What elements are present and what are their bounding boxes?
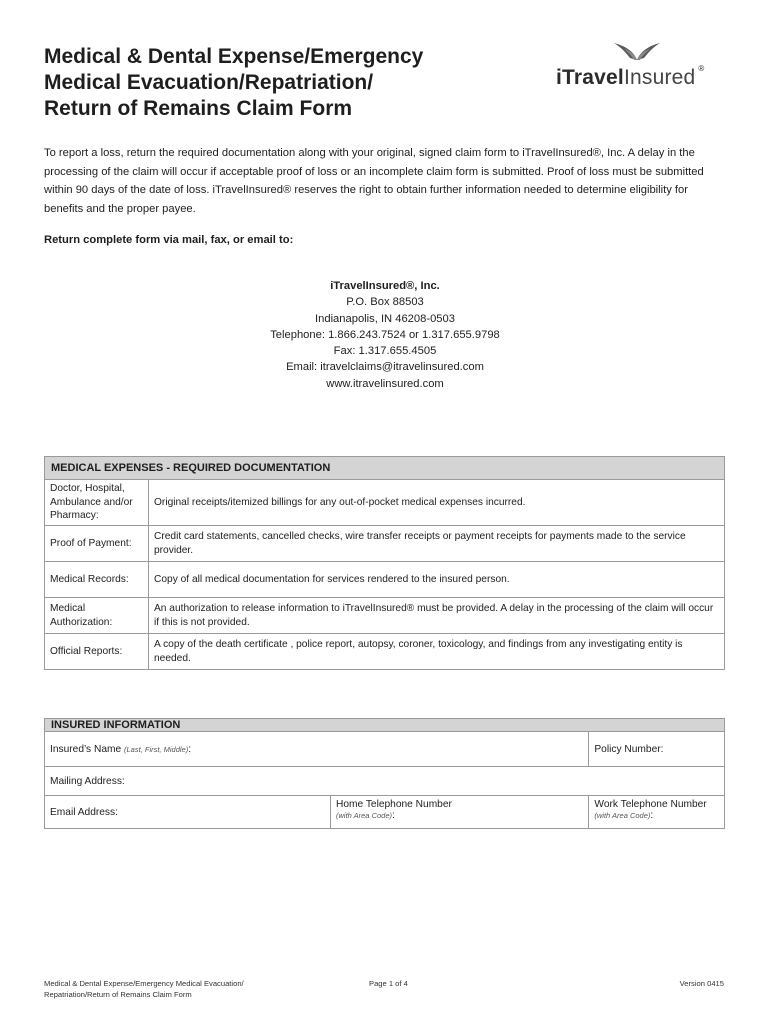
address-email: Email: itravelclaims@itravelinsured.com — [286, 361, 484, 374]
insured-name-hint: (Last, First, Middle) — [124, 744, 189, 754]
logo-brand-strong: iTravel — [556, 66, 624, 89]
mailing-address-field[interactable] — [45, 767, 725, 796]
winged-emblem-icon — [612, 40, 662, 62]
table-row — [45, 634, 725, 670]
home-telephone-hint: (with Area Code) — [336, 811, 392, 820]
work-telephone-hint: (with Area Code) — [594, 811, 651, 820]
row-description: Original receipts/itemized billings for any out-of-pocket medical expenses incurred. — [149, 480, 725, 526]
table-row — [45, 480, 725, 526]
form-title — [44, 44, 514, 122]
address-city: Indianapolis, IN 46208-0503 — [315, 312, 455, 325]
mailing-address-label: Mailing Address: — [50, 775, 125, 787]
mailing-address-block — [185, 278, 585, 392]
insured-name-colon: : — [188, 743, 192, 755]
email-address-label: Email Address: — [50, 806, 118, 818]
logo-brand-light: Insured — [623, 66, 696, 89]
footer-form-name-line-2: Repatriation/Return of Remains Claim Form — [44, 990, 192, 999]
intro-paragraph: To report a loss, return the required documentation along with your original, signed claim form to iTravelInsured®, Inc. A delay in the processing of the claim will occur if acceptable proof of loss or an incomplete claim form is submitted. Proof of loss must be submitted within 90 days of the date of loss. iTravelInsured® reserves the right to obtain further information needed to determine eligibility for benefits and the proper payee. — [44, 147, 704, 215]
table-row — [45, 526, 725, 562]
insured-section-heading: INSURED INFORMATION — [45, 719, 725, 732]
home-telephone-field[interactable] — [331, 796, 589, 829]
email-address-field[interactable] — [45, 796, 331, 829]
row-description: Credit card statements, cancelled checks, wire transfer receipts or payment receipts for payments made to the service provider. — [149, 526, 725, 562]
policy-number-label: Policy Number: — [594, 743, 664, 755]
title-line-2: Medical Evacuation/Repatriation/ — [44, 71, 374, 94]
insured-name-label: Insured’s Name — [50, 743, 122, 755]
work-telephone-colon: : — [650, 810, 654, 821]
return-instructions-label: Return complete form via mail, fax, or email to: — [44, 234, 294, 246]
title-line-1: Medical & Dental Expense/Emergency — [44, 45, 424, 68]
address-telephone: Telephone: 1.866.243.7524 or 1.317.655.9798 — [270, 328, 500, 341]
insured-information-table — [44, 718, 725, 829]
row-label: Proof of Payment: — [45, 526, 149, 562]
table-row — [45, 562, 725, 598]
medical-expenses-table — [44, 456, 725, 670]
row-label: Official Reports: — [45, 634, 149, 670]
address-company: iTravelInsured®, Inc. — [330, 280, 440, 292]
row-label: Medical Records: — [45, 562, 149, 598]
address-po-box: P.O. Box 88503 — [346, 296, 424, 309]
home-telephone-colon: : — [392, 810, 395, 821]
footer-page-number: Page 1 of 4 — [369, 979, 408, 988]
table-row — [45, 598, 725, 634]
title-line-3: Return of Remains Claim Form — [44, 97, 353, 120]
row-description: A copy of the death certificate , police report, autopsy, coroner, toxicology, and findings from any investigating entity is needed. — [149, 634, 725, 670]
footer-form-name — [44, 978, 244, 1000]
address-website: www.itravelinsured.com — [326, 377, 444, 390]
home-telephone-label: Home Telephone Number — [336, 799, 452, 810]
row-description: An authorization to release information to iTravelInsured® must be provided. A delay in the processing of the claim will occur if this is not provided. — [149, 598, 725, 634]
work-telephone-label: Work Telephone Number — [594, 799, 707, 810]
row-label: Medical Authorization: — [45, 598, 149, 634]
footer-form-name-line-1: Medical & Dental Expense/Emergency Medical Evacuation/ — [44, 979, 244, 988]
itravelinsured-logo — [556, 40, 736, 100]
row-label: Doctor, Hospital, Ambulance and/or Pharmacy: — [45, 480, 149, 526]
logo-wordmark — [556, 66, 705, 90]
insured-name-field[interactable] — [45, 732, 589, 767]
logo-registered-mark: ® — [698, 64, 705, 73]
row-description: Copy of all medical documentation for services rendered to the insured person. — [149, 562, 725, 598]
footer-version: Version 0415 — [679, 979, 724, 988]
address-fax: Fax: 1.317.655.4505 — [333, 345, 437, 358]
work-telephone-field[interactable] — [589, 796, 725, 829]
policy-number-field[interactable] — [589, 732, 725, 767]
medical-section-heading: MEDICAL EXPENSES - REQUIRED DOCUMENTATION — [45, 457, 725, 480]
